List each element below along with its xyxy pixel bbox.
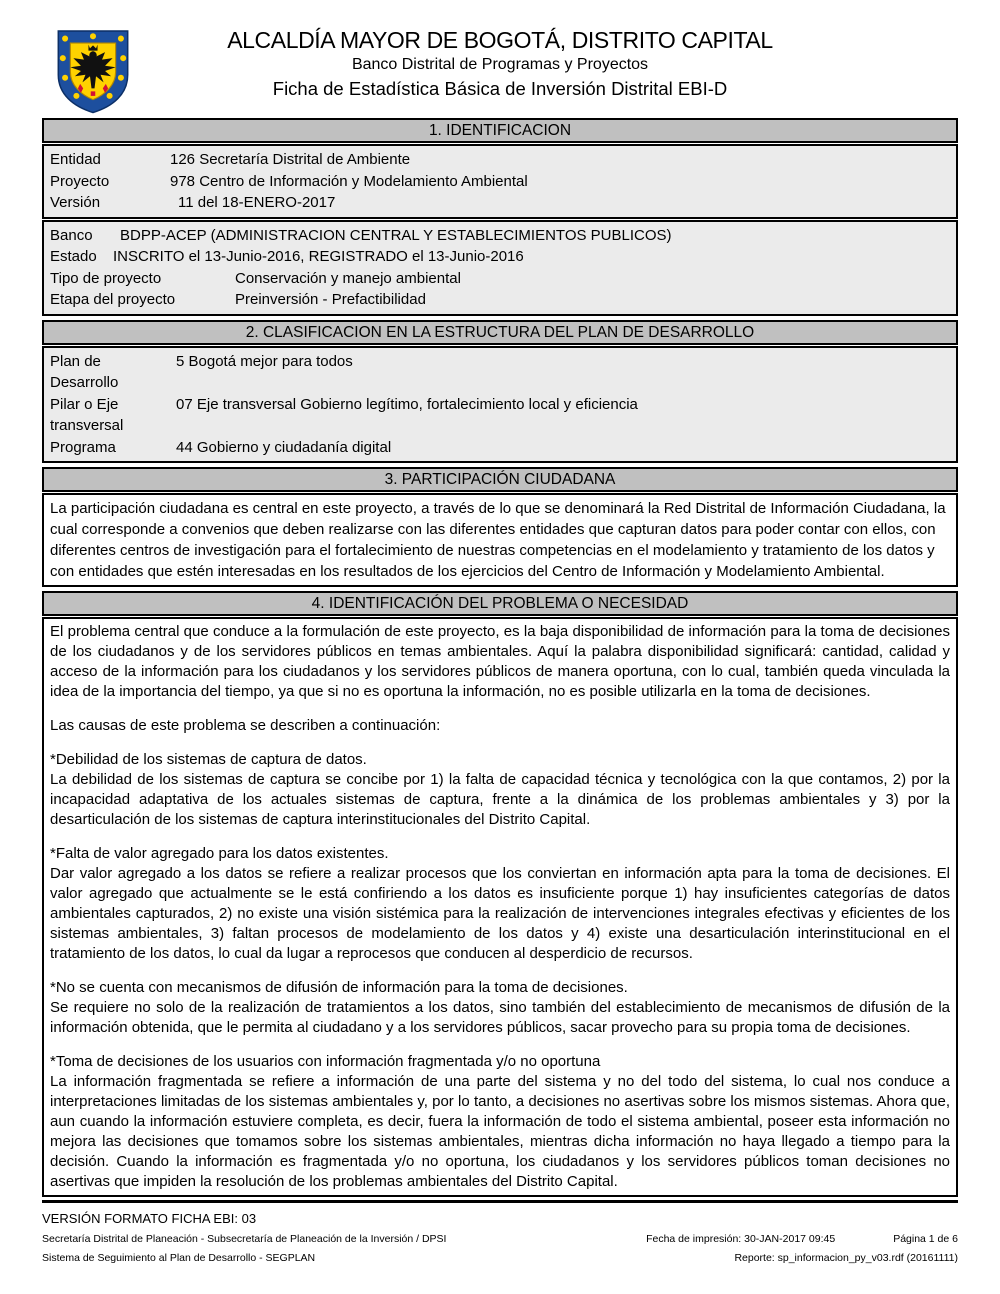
section-3-header: 3. PARTICIPACIÓN CIUDADANA <box>42 467 958 492</box>
section-2-header: 2. CLASIFICACION EN LA ESTRUCTURA DEL PLAN DE DESARROLLO <box>42 320 958 345</box>
row-version <box>50 192 950 214</box>
citizen-participation-box <box>42 493 958 587</box>
field-label: Etapa del proyecto <box>50 291 176 308</box>
report-name: Reporte: sp_informacion_py_v03.rdf (20161111) <box>734 1252 958 1264</box>
footer-system: Sistema de Seguimiento al Plan de Desarrollo - SEGPLAN <box>42 1252 316 1264</box>
blank-line <box>50 1038 950 1052</box>
title-block <box>0 0 1000 101</box>
print-date: Fecha de impresión: 30-JAN-2017 09:45 <box>646 1233 836 1245</box>
cause-4-body: La información fragmentada se refiere a información de una parte del sistema y no del todo del sistema, lo cual nos conduce a interpretaciones limitadas de los sistemas ambientales y, por lo tanto, a decisiones no asertivas sobre los mismos sistemas. Ahora que, aun cuando la información estuviere completa, es decir, fuera la información de todo el sistema ambiental, poseer esta información no mejora las decisiones que tomamos sobre los sistemas ambientales, mientras dicha información no haya llegado a tiempo para la decisión. Cuando la información es fragmentada y/o no oportuna, los ciudadanos y los servidores públicos toman decisiones no asertivas que impiden la resolución de los problemas ambientales del Distrito Capital. <box>50 1073 950 1190</box>
field-value: 5 Bogotá mejor para todos <box>176 352 353 370</box>
field-value: 11 del 18-ENERO-2017 <box>178 194 336 211</box>
row-etapa-del-proyecto <box>50 289 950 311</box>
footer-line-1 <box>42 1233 958 1245</box>
field-label: Proyecto <box>50 172 110 190</box>
section-1-header: 1. IDENTIFICACION <box>42 118 958 143</box>
field-label: Banco <box>50 226 93 244</box>
identification-box-b <box>42 220 958 316</box>
cause-2-title: *Falta de valor agregado para los datos existentes. <box>50 845 389 862</box>
blank-line <box>50 702 950 716</box>
row-banco <box>50 225 950 247</box>
cause-1-title: *Debilidad de los sistemas de captura de datos. <box>50 751 367 768</box>
row-programa <box>50 437 950 459</box>
row-proyecto <box>50 171 950 193</box>
identification-box-a <box>42 144 958 219</box>
row-plan-de-desarrollo <box>50 351 950 394</box>
problem-identification-box <box>42 617 958 1197</box>
footer-line-2 <box>42 1252 958 1264</box>
causes-lead: Las causas de este problema se describen a continuación: <box>50 717 441 734</box>
blank-line <box>50 830 950 844</box>
participation-text: La participación ciudadana es central en este proyecto, a través de lo que se denominará la Red Distrital de Información Ciudadana, la cual corresponde a convenios que deben realizarse con las diferentes entidades que capturan datos para poder contar con ellos, con diferentes centros de investigación para el fortalecimiento de nuestras competencias en el modelamiento y tratamiento de los datos y con entidades que estén interesadas en los resultados de los ejercicios del Centro de Información y Modelamiento Ambiental. <box>50 500 946 580</box>
field-label: Programa <box>50 438 116 456</box>
blank-line <box>50 736 950 750</box>
cause-3-body: Se requiere no solo de la realización de tratamientos a los datos, sino también del establecimiento de mecanismos de difusión de la información obtenida, que le permita al ciudadano y a los servidores públicos, sacar provecho para su propia toma de decisiones. <box>50 999 950 1036</box>
cause-3-title: *No se cuenta con mecanismos de difusión de información para la toma de decisiones. <box>50 979 628 996</box>
document-title: Ficha de Estadística Básica de Inversión Distrital EBI-D <box>272 78 728 99</box>
page-subtitle: Banco Distrital de Programas y Proyectos <box>351 56 649 73</box>
field-label: Estado <box>50 248 97 265</box>
format-version-line: VERSIÓN FORMATO FICHA EBI: 03 <box>42 1211 257 1226</box>
row-estado <box>50 246 950 268</box>
row-pilar-o-eje-transversal <box>50 394 950 437</box>
footer-entity: Secretaría Distrital de Planeación - Subsecretaría de Planeación de la Inversión / DPSI <box>42 1233 447 1245</box>
field-value: 126 Secretaría Distrital de Ambiente <box>170 151 411 168</box>
bogota-coat-of-arms-icon <box>55 28 131 114</box>
row-entidad <box>50 149 950 171</box>
classification-box <box>42 346 958 464</box>
field-label: Pilar o Eje transversal <box>50 395 124 434</box>
field-label: Tipo de proyecto <box>50 269 162 287</box>
cause-1-body: La debilidad de los sistemas de captura se concibe por 1) la falta de capacidad técnica y tecnológica con la que contamos, 2) por la incapacidad adaptativa de los actuales sistemas de captura, frente a la dinámica de los problemas ambientales y 3) por la desarticulación de los sistemas de captura interinstitucionales del Distrito Capital. <box>50 771 950 828</box>
field-value: INSCRITO el 13-Junio-2016, REGISTRADO el 13-Junio-2016 <box>113 248 524 265</box>
field-value: BDPP-ACEP (ADMINISTRACION CENTRAL Y ESTABLECIMIENTOS PUBLICOS) <box>120 226 672 244</box>
document-body <box>42 118 958 1197</box>
field-value: 44 Gobierno y ciudadanía digital <box>176 438 392 456</box>
footer-right-1 <box>646 1233 958 1245</box>
page-number: Página 1 de 6 <box>893 1233 958 1245</box>
section-4-header: 4. IDENTIFICACIÓN DEL PROBLEMA O NECESIDAD <box>42 591 958 616</box>
field-label: Versión <box>50 194 101 211</box>
document-header <box>0 0 1000 114</box>
field-value: Conservación y manejo ambiental <box>235 269 461 287</box>
row-tipo-de-proyecto <box>50 268 950 290</box>
field-value: Preinversión - Prefactibilidad <box>235 291 426 308</box>
blank-line <box>50 964 950 978</box>
page-title: ALCALDÍA MAYOR DE BOGOTÁ, DISTRITO CAPITAL <box>227 27 773 53</box>
cause-2-body: Dar valor agregado a los datos se refiere a realizar procesos que los conviertan en información apta para la toma de decisiones. El valor agregado que actualmente se le está confiriendo a los datos es insuficiente porque 1) hay insuficientes categorías de datos ambientales capturados, 2) no existe una visión sistémica para la realización de intervenciones integrales efectivas y eficientes de los sistemas ambientales, 3) faltan procesos de modelamiento de los datos y 4) existe una desarticulación interinstitucional en el tratamiento de los datos, lo cual da lugar a reprocesos que conducen al desperdicio de recursos. <box>50 865 950 962</box>
cause-4-title: *Toma de decisiones de los usuarios con información fragmentada y/o no oportuna <box>50 1053 601 1070</box>
field-label: Plan de Desarrollo <box>50 352 119 391</box>
field-value: 07 Eje transversal Gobierno legítimo, fortalecimiento local y eficiencia <box>176 395 638 413</box>
field-label: Entidad <box>50 151 101 168</box>
problem-intro: El problema central que conduce a la formulación de este proyecto, es la baja disponibilidad de información para la toma de decisiones de los ciudadanos y de los servidores públicos en temas ambientales. Aquí la palabra disponibilidad significará: cantidad, calidad y acceso de la información para los ciudadanos y los servidores públicos de manera oportuna, con lo cual, también queda vinculada la idea de la importancia del tiempo, ya que si no es oportuna la información, no es posible utilizarla en la toma de decisiones. <box>50 623 950 700</box>
field-value: 978 Centro de Información y Modelamiento Ambiental <box>170 172 528 190</box>
footer-divider <box>42 1200 958 1203</box>
